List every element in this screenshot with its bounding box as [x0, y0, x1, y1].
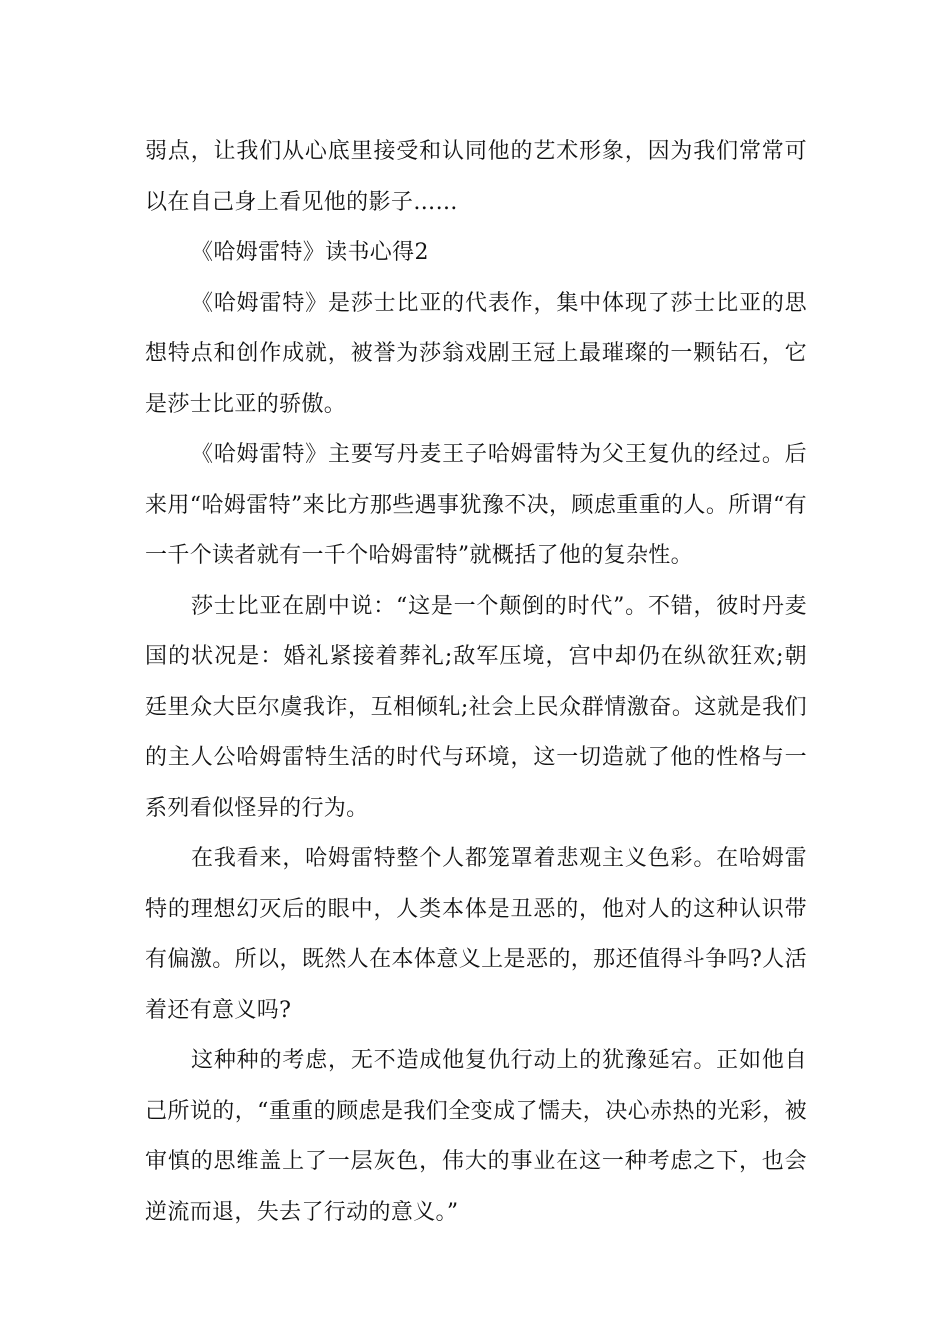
paragraph: 《哈姆雷特》是莎士比亚的代表作，集中体现了莎士比亚的思想特点和创作成就，被誉为莎翁戏剧王冠上最璀璨的一颗钻石，它是莎士比亚的骄傲。: [145, 290, 807, 417]
paragraph: 在我看来，哈姆雷特整个人都笼罩着悲观主义色彩。在哈姆雷特的理想幻灭后的眼中，人类本体是丑恶的，他对人的这种认识带有偏激。所以，既然人在本体意义上是恶的，那还值得斗争吗?人活着还有意义吗?: [145, 846, 807, 1023]
paragraph-continuation: 弱点，让我们从心底里接受和认同他的艺术形象，因为我们常常可以在自己身上看见他的影子……: [145, 139, 807, 215]
paragraph: 《哈姆雷特》主要写丹麦王子哈姆雷特为父王复仇的经过。后来用“哈姆雷特”来比方那些遇事犹豫不决，顾虑重重的人。所谓“有一千个读者就有一千个哈姆雷特”就概括了他的复杂性。: [145, 442, 807, 568]
document-body: [145, 127, 807, 1238]
section-heading: 《哈姆雷特》读书心得2: [191, 240, 429, 265]
paragraph: 莎士比亚在剧中说：“这是一个颠倒的时代”。不错，彼时丹麦国的状况是：婚礼紧接着葬礼;敌军压境，宫中却仍在纵欲狂欢;朝廷里众大臣尔虞我诈，互相倾轧;社会上民众群情激奋。这就是我们的主人公哈姆雷特生活的时代与环境，这一切造就了他的性格与一系列看似怪异的行为。: [145, 593, 807, 821]
paragraph: 这种种的考虑，无不造成他复仇行动上的犹豫延宕。正如他自己所说的，“重重的顾虑是我们全变成了懦夫，决心赤热的光彩，被审慎的思维盖上了一层灰色，伟大的事业在这一种考虑之下，也会逆流而退，失去了行动的意义。”: [145, 1048, 807, 1225]
